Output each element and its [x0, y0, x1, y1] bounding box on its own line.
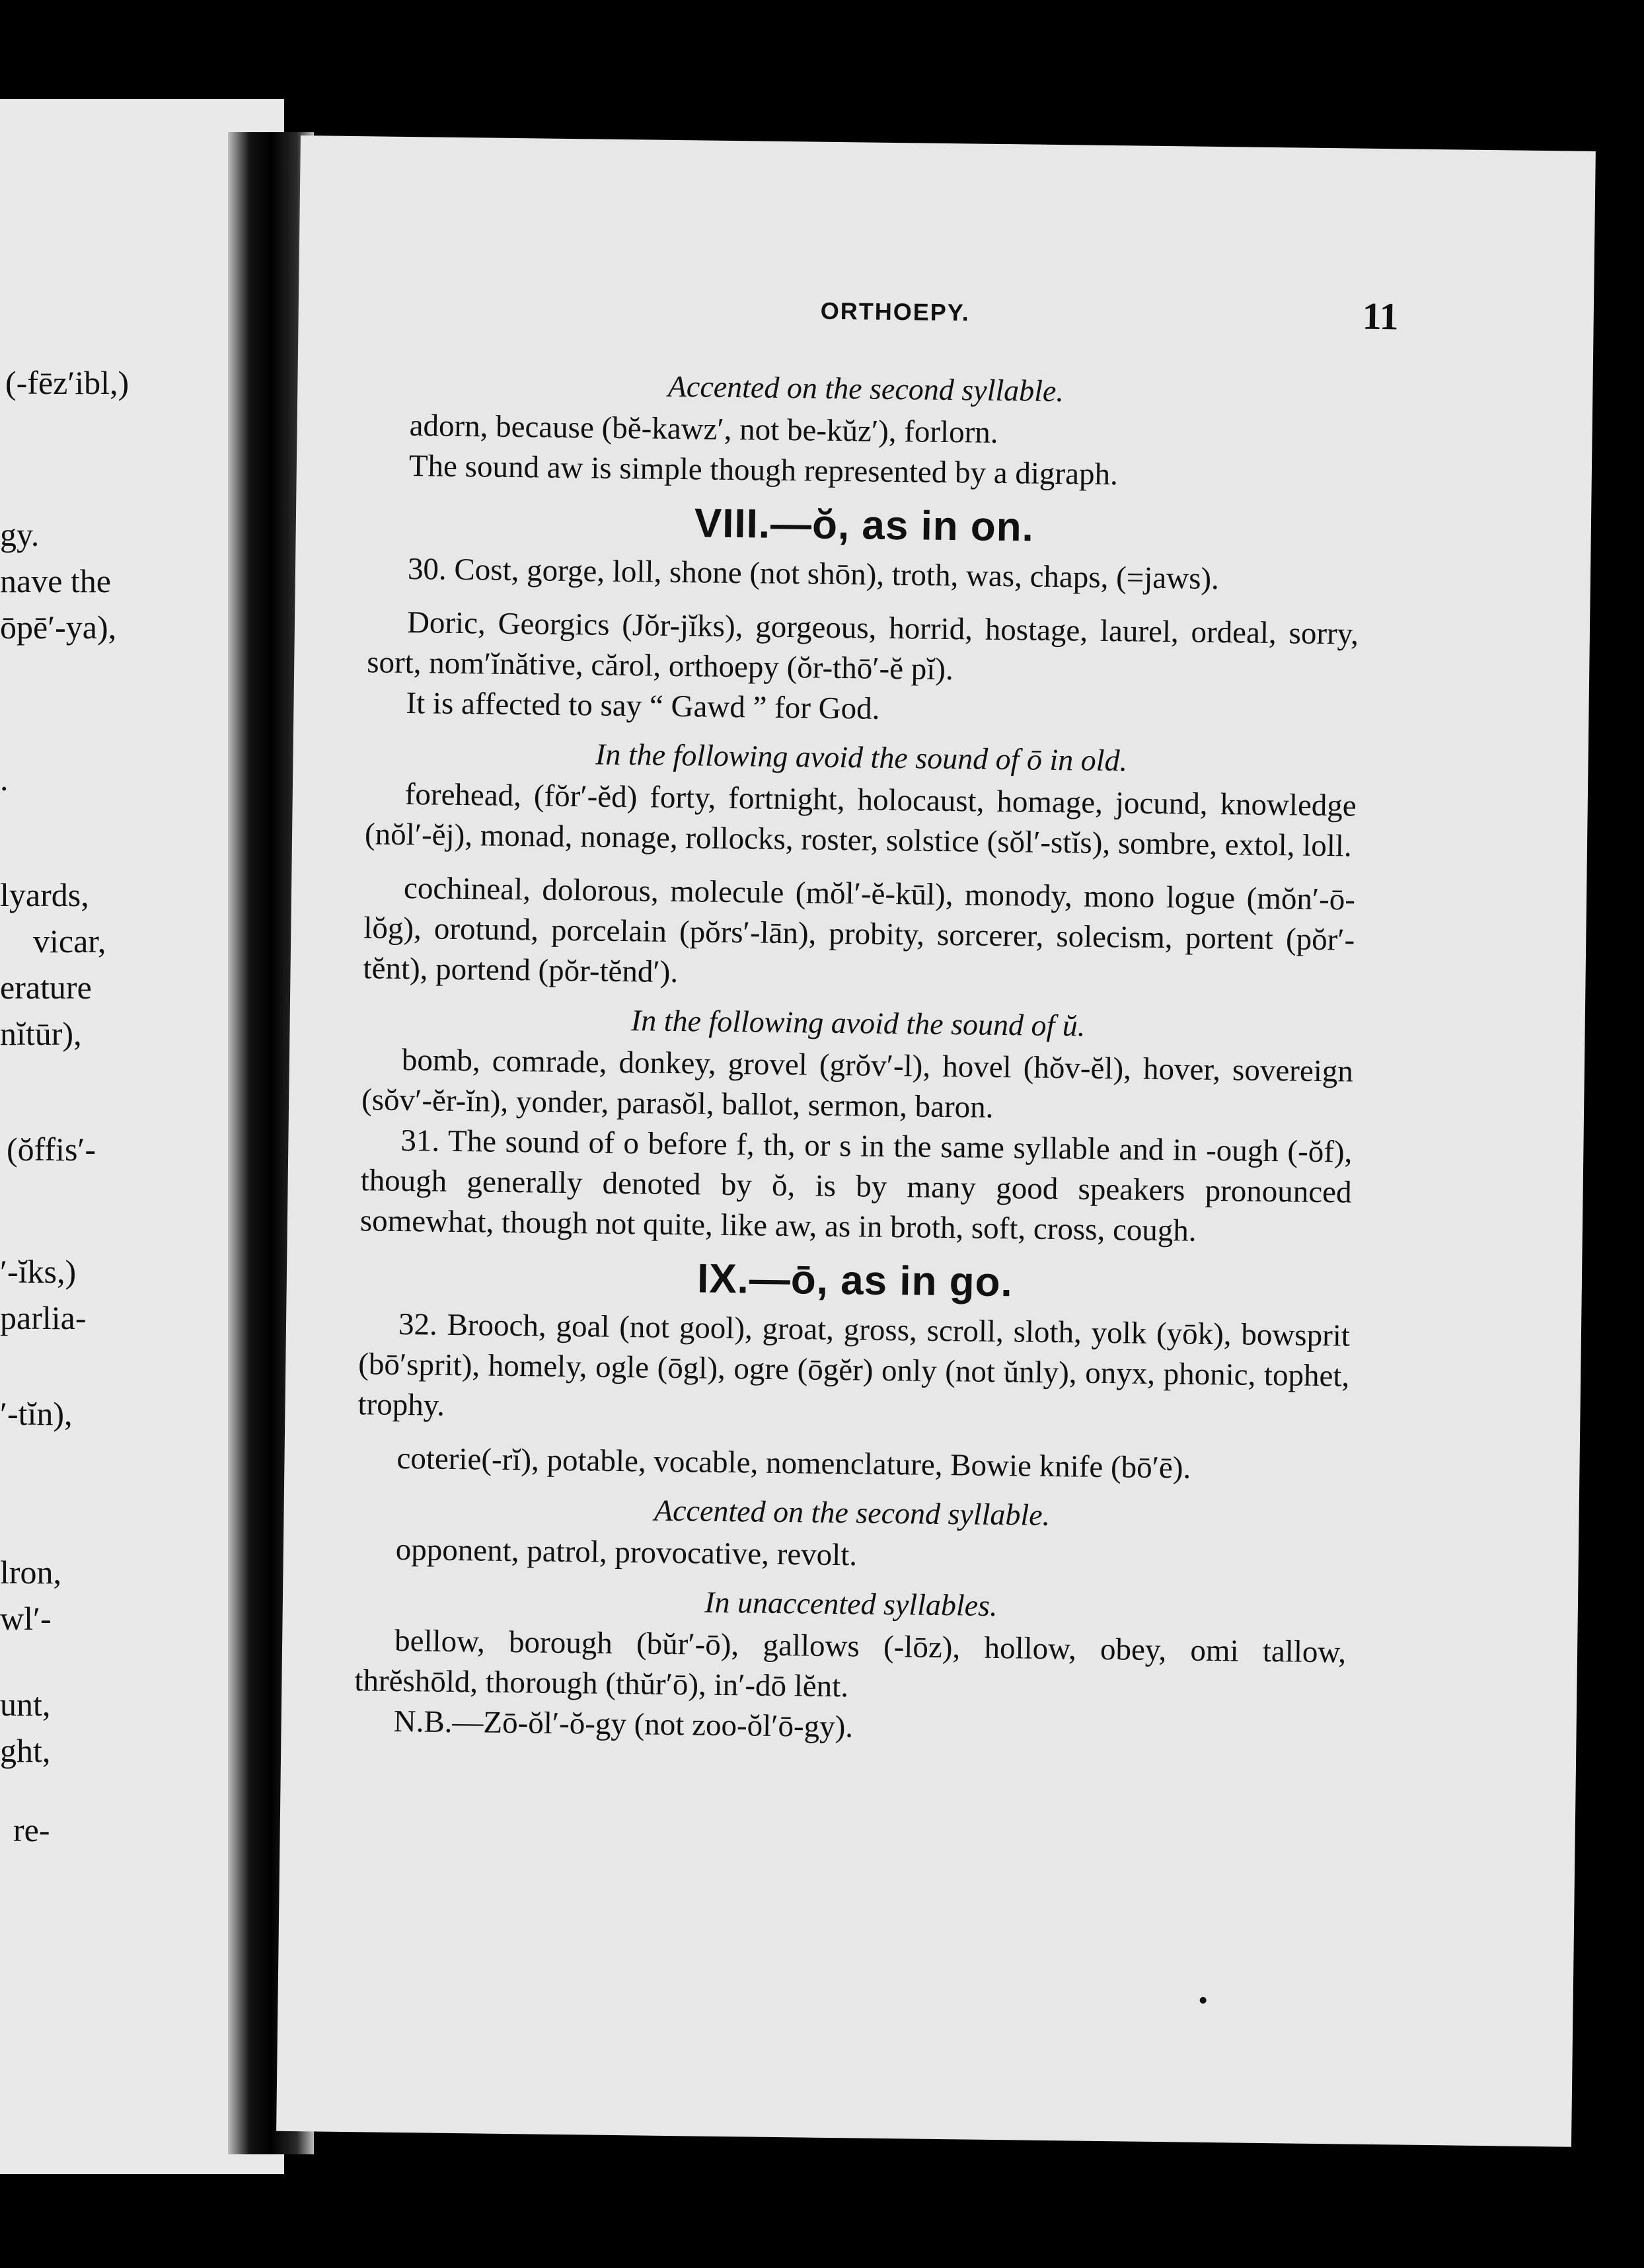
paragraph: adorn, because (bĕ-kawz′, not be-kŭz′), forlorn. — [409, 408, 998, 450]
paragraph: 32. Brooch, goal (not gool), groat, gross, scroll, sloth, yolk (yōk), bowsprit (bō′sprit), homely, ogle (ōgl), ogre (ōgĕr) only (not ŭnly), onyx, phonic, tophet, trophy. — [357, 1306, 1351, 1423]
facing-page-text: (-fēz′ibl,) — [5, 364, 130, 401]
paragraph: Doric, Georgics (Jŏr-jĭks), gorgeous, horrid, hostage, laurel, ordeal, sorry, sort, nom′ĭnătive, cărol, orthoepy (ŏr-thō′-ĕ pĭ). — [366, 605, 1359, 687]
paragraph: N.B.—Zō-ŏl′-ŏ-gy (not zoo-ŏl′ō-gy). — [393, 1704, 854, 1745]
facing-page-text: re- — [13, 1811, 50, 1848]
subheading: In the following avoid the sound of ō in old. — [595, 737, 1128, 778]
facing-page-text: wl′- — [0, 1600, 52, 1637]
subheading: In unaccented syllables. — [704, 1585, 998, 1623]
page-number: 11 — [1362, 294, 1399, 338]
paragraph: bomb, comrade, donkey, grovel (grŏv′-l), hovel (hŏv-ĕl), hover, sovereign (sŏv′-ĕr-ĭn), yonder, parasŏl, ballot, sermon, baron. — [361, 1042, 1354, 1125]
facing-page-text: ′-ĭks,) — [0, 1253, 77, 1290]
facing-page-text: . — [0, 761, 9, 798]
ink-speck — [1200, 1997, 1207, 2004]
facing-page-text: ght, — [0, 1732, 51, 1769]
facing-page-text: ōpē′-ya), — [0, 609, 117, 646]
subheading: Accented on the second syllable. — [654, 1493, 1051, 1532]
book-page — [276, 135, 1596, 2147]
subheading: In the following avoid the sound of ŭ. — [630, 1003, 1086, 1043]
paragraph: 31. The sound of o before f, th, or s in the same syllable and in -ough (-ŏf), though generally denoted by ŏ, is by many good speakers pronounced somewhat, though not quite, like aw, as in broth, soft, cross, cough. — [359, 1123, 1353, 1248]
facing-page-text: vicar, — [33, 923, 106, 960]
facing-page-text: parlia- — [0, 1299, 87, 1336]
facing-page-text: unt, — [0, 1686, 51, 1723]
facing-page-text: nĭtūr), — [0, 1015, 82, 1052]
page-header — [298, 287, 1594, 350]
paragraph: It is affected to say “ Gawd ” for God. — [406, 686, 880, 726]
page-body — [354, 354, 1362, 1753]
facing-page-text: lyards, — [0, 876, 89, 913]
facing-page-text: erature — [0, 969, 92, 1006]
section-title: IX.—ō, as in go. — [696, 1256, 1014, 1306]
facing-page-text: gy. — [0, 516, 40, 553]
paragraph: opponent, patrol, provocative, revolt. — [395, 1532, 858, 1573]
facing-page-text: nave the — [0, 562, 111, 599]
paragraph: bellow, borough (bŭr′-ō), gallows (-lōz), hollow, obey, omi tallow, thrĕshōld, thorough (thŭr′ō), in′-dō lĕnt. — [354, 1623, 1347, 1704]
paragraph: cochineal, dolorous, molecule (mŏl′-ĕ-kūl), monody, mono logue (mŏn′-ō-lŏg), orotund, porcelain (pŏrs′-lān), probity, sorcerer, solecism, portent (pŏr′-tĕnt), portend (pŏr-tĕnd′). — [363, 870, 1356, 990]
paragraph: The sound aw is simple though represented by a digraph. — [408, 449, 1119, 492]
facing-page-text: lron, — [0, 1554, 62, 1591]
running-head: ORTHOEPY. — [820, 297, 971, 326]
paragraph: forehead, (fŏr′-ĕd) forty, fortnight, holocaust, homage, jocund, knowledge (nŏl′-ĕj), monad, nonage, rollocks, roster, solstice (sŏl′-stĭs), sombre, extol, loll. — [364, 777, 1357, 864]
facing-page-text: (ŏffis′- — [7, 1131, 96, 1168]
subheading: Accented on the second syllable. — [667, 369, 1065, 408]
paragraph: 30. Cost, gorge, loll, shone (not shōn), troth, was, chaps, (=jaws). — [407, 552, 1220, 597]
section-title: VIII.—ŏ, as in on. — [694, 500, 1035, 550]
paragraph: coterie(-rĭ), potable, vocable, nomenclature, Bowie knife (bō′ē). — [396, 1441, 1191, 1486]
facing-page-text: ′-tĭn), — [0, 1395, 73, 1432]
